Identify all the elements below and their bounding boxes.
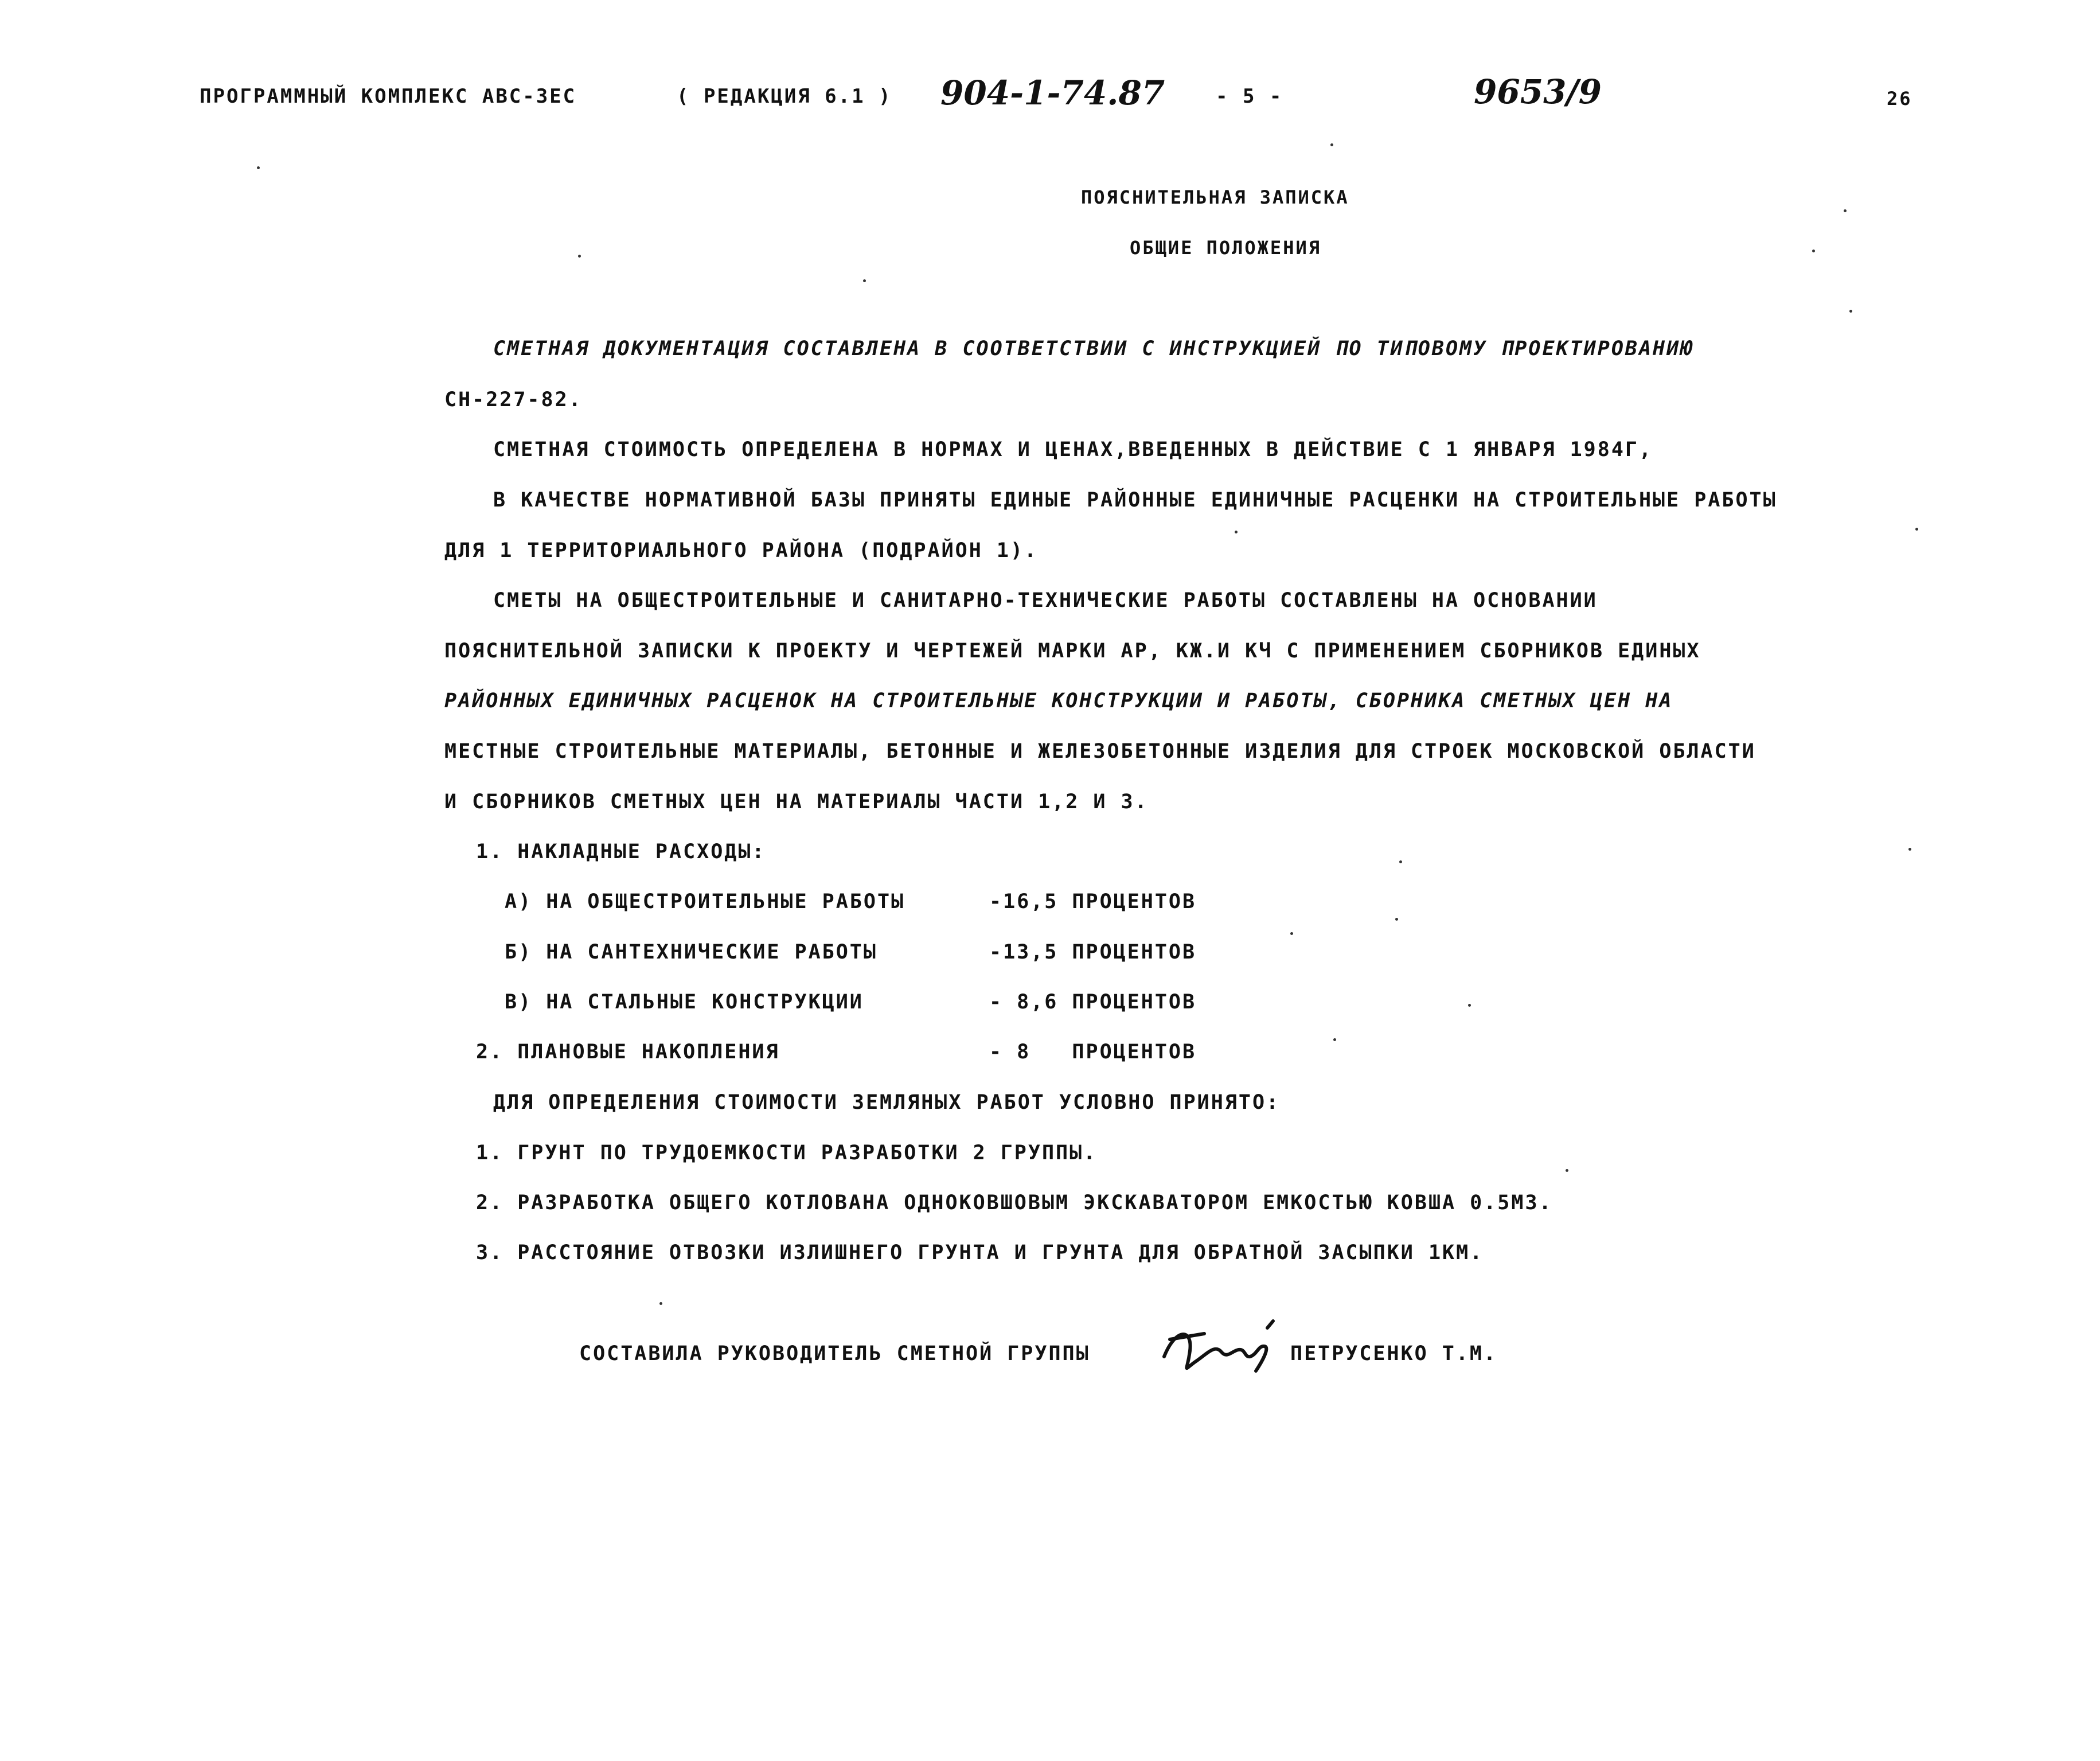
scan-speck bbox=[1399, 860, 1402, 863]
overhead-item-label: В) НА СТАЛЬНЫЕ КОНСТРУКЦИИ bbox=[505, 991, 864, 1014]
document-number: 9653/9 bbox=[1474, 72, 1602, 111]
scan-speck bbox=[863, 279, 866, 282]
overheads-heading: 1. НАКЛАДНЫЕ РАСХОДЫ: bbox=[476, 840, 766, 863]
overhead-item-value: -16,5 ПРОЦЕНТОВ bbox=[989, 890, 1197, 913]
paragraph-4-line-5: И СБОРНИКОВ СМЕТНЫХ ЦЕН НА МАТЕРИАЛЫ ЧАСТИ 1,2 И 3. bbox=[444, 790, 1149, 813]
scan-speck bbox=[1333, 1038, 1336, 1041]
scan-speck bbox=[1844, 209, 1847, 212]
scan-speck bbox=[1330, 143, 1333, 146]
earthworks-item: 3. РАССТОЯНИЕ ОТВОЗКИ ИЗЛИШНЕГО ГРУНТА И ГРУНТА ДЛЯ ОБРАТНОЙ ЗАСЫПКИ 1КМ. bbox=[476, 1241, 1484, 1264]
project-number: 904-1-74.87 bbox=[940, 73, 1165, 112]
overhead-item-value: - 8,6 ПРОЦЕНТОВ bbox=[989, 991, 1197, 1014]
overhead-item-value: -13,5 ПРОЦЕНТОВ bbox=[989, 941, 1197, 964]
edition-label: ( РЕДАКЦИЯ 6.1 ) bbox=[677, 85, 892, 108]
scan-speck bbox=[659, 1302, 662, 1305]
planned-savings-label: 2. ПЛАНОВЫЕ НАКОПЛЕНИЯ bbox=[476, 1041, 780, 1063]
scan-speck bbox=[1395, 918, 1398, 921]
scan-speck bbox=[1849, 310, 1852, 313]
scan-speck bbox=[1468, 1004, 1471, 1007]
paragraph-4-line-2: ПОЯСНИТЕЛЬНОЙ ЗАПИСКИ К ПРОЕКТУ И ЧЕРТЕЖЕЙ МАРКИ АР, КЖ.И КЧ С ПРИМЕНЕНИЕМ СБОРНИКОВ ЕДИНЫХ bbox=[444, 640, 1701, 663]
earthworks-item: 1. ГРУНТ ПО ТРУДОЕМКОСТИ РАЗРАБОТКИ 2 ГРУППЫ. bbox=[476, 1141, 1098, 1164]
earthworks-heading: ДЛЯ ОПРЕДЕЛЕНИЯ СТОИМОСТИ ЗЕМЛЯНЫХ РАБОТ УСЛОВНО ПРИНЯТО: bbox=[493, 1091, 1281, 1114]
scan-speck bbox=[1566, 1169, 1568, 1172]
paragraph-3-line-1: В КАЧЕСТВЕ НОРМАТИВНОЙ БАЗЫ ПРИНЯТЫ ЕДИНЫЕ РАЙОННЫЕ ЕДИНИЧНЫЕ РАСЦЕНКИ НА СТРОИТЕЛЬНЫЕ РАБОТЫ bbox=[493, 489, 1777, 512]
overhead-item-label: А) НА ОБЩЕСТРОИТЕЛЬНЫЕ РАБОТЫ bbox=[505, 890, 905, 913]
scan-speck bbox=[1908, 848, 1911, 851]
compiled-by-label: СОСТАВИЛА РУКОВОДИТЕЛЬ СМЕТНОЙ ГРУППЫ bbox=[579, 1342, 1090, 1365]
scan-speck bbox=[257, 166, 260, 169]
scan-speck bbox=[1290, 932, 1293, 935]
paragraph-4-line-1: СМЕТЫ НА ОБЩЕСТРОИТЕЛЬНЫЕ И САНИТАРНО-ТЕХНИЧЕСКИЕ РАБОТЫ СОСТАВЛЕНЫ НА ОСНОВАНИИ bbox=[493, 589, 1598, 612]
paragraph-1-line-1: СМЕТНАЯ ДОКУМЕНТАЦИЯ СОСТАВЛЕНА В СООТВЕТСТВИИ С ИНСТРУКЦИЕЙ ПО ТИПОВОМУ ПРОЕКТИРОВАНИЮ bbox=[493, 337, 1695, 360]
earthworks-item: 2. РАЗРАБОТКА ОБЩЕГО КОТЛОВАНА ОДНОКОВШОВЫМ ЭКСКАВАТОРОМ ЕМКОСТЬЮ КОВША 0.5М3. bbox=[476, 1191, 1553, 1214]
planned-savings-value: - 8 ПРОЦЕНТОВ bbox=[989, 1041, 1197, 1063]
scan-speck bbox=[1915, 528, 1918, 531]
overhead-item-label: Б) НА САНТЕХНИЧЕСКИЕ РАБОТЫ bbox=[505, 941, 877, 964]
page-marker: - 5 - bbox=[1216, 85, 1283, 108]
scan-speck bbox=[1235, 531, 1238, 533]
paragraph-1-line-2: СН-227-82. bbox=[444, 388, 583, 411]
signature-image bbox=[1158, 1316, 1285, 1380]
program-header: ПРОГРАММНЫЙ КОМПЛЕКС АВС-3ЕС bbox=[200, 85, 577, 108]
page-title: ПОЯСНИТЕЛЬНАЯ ЗАПИСКА bbox=[1081, 186, 1349, 208]
paragraph-2: СМЕТНАЯ СТОИМОСТЬ ОПРЕДЕЛЕНА В НОРМАХ И ЦЕНАХ,ВВЕДЕННЫХ В ДЕЙСТВИЕ С 1 ЯНВАРЯ 1984Г, bbox=[493, 438, 1653, 461]
sheet-number: 26 bbox=[1887, 88, 1912, 110]
scan-speck bbox=[578, 255, 581, 258]
paragraph-4-line-4: МЕСТНЫЕ СТРОИТЕЛЬНЫЕ МАТЕРИАЛЫ, БЕТОННЫЕ И ЖЕЛЕЗОБЕТОННЫЕ ИЗДЕЛИЯ ДЛЯ СТРОЕК МОСКОВСКОЙ ОБЛАСТИ bbox=[444, 740, 1756, 763]
paragraph-3-line-2: ДЛЯ 1 ТЕРРИТОРИАЛЬНОГО РАЙОНА (ПОДРАЙОН 1). bbox=[444, 539, 1039, 562]
paragraph-4-line-3: РАЙОННЫХ ЕДИНИЧНЫХ РАСЦЕНОК НА СТРОИТЕЛЬНЫЕ КОНСТРУКЦИИ И РАБОТЫ, СБОРНИКА СМЕТНЫХ ЦЕН НА bbox=[444, 689, 1673, 712]
scan-speck bbox=[1812, 250, 1815, 252]
section-title: ОБЩИЕ ПОЛОЖЕНИЯ bbox=[1130, 237, 1321, 259]
compiler-name: ПЕТРУСЕНКО Т.М. bbox=[1290, 1342, 1498, 1365]
